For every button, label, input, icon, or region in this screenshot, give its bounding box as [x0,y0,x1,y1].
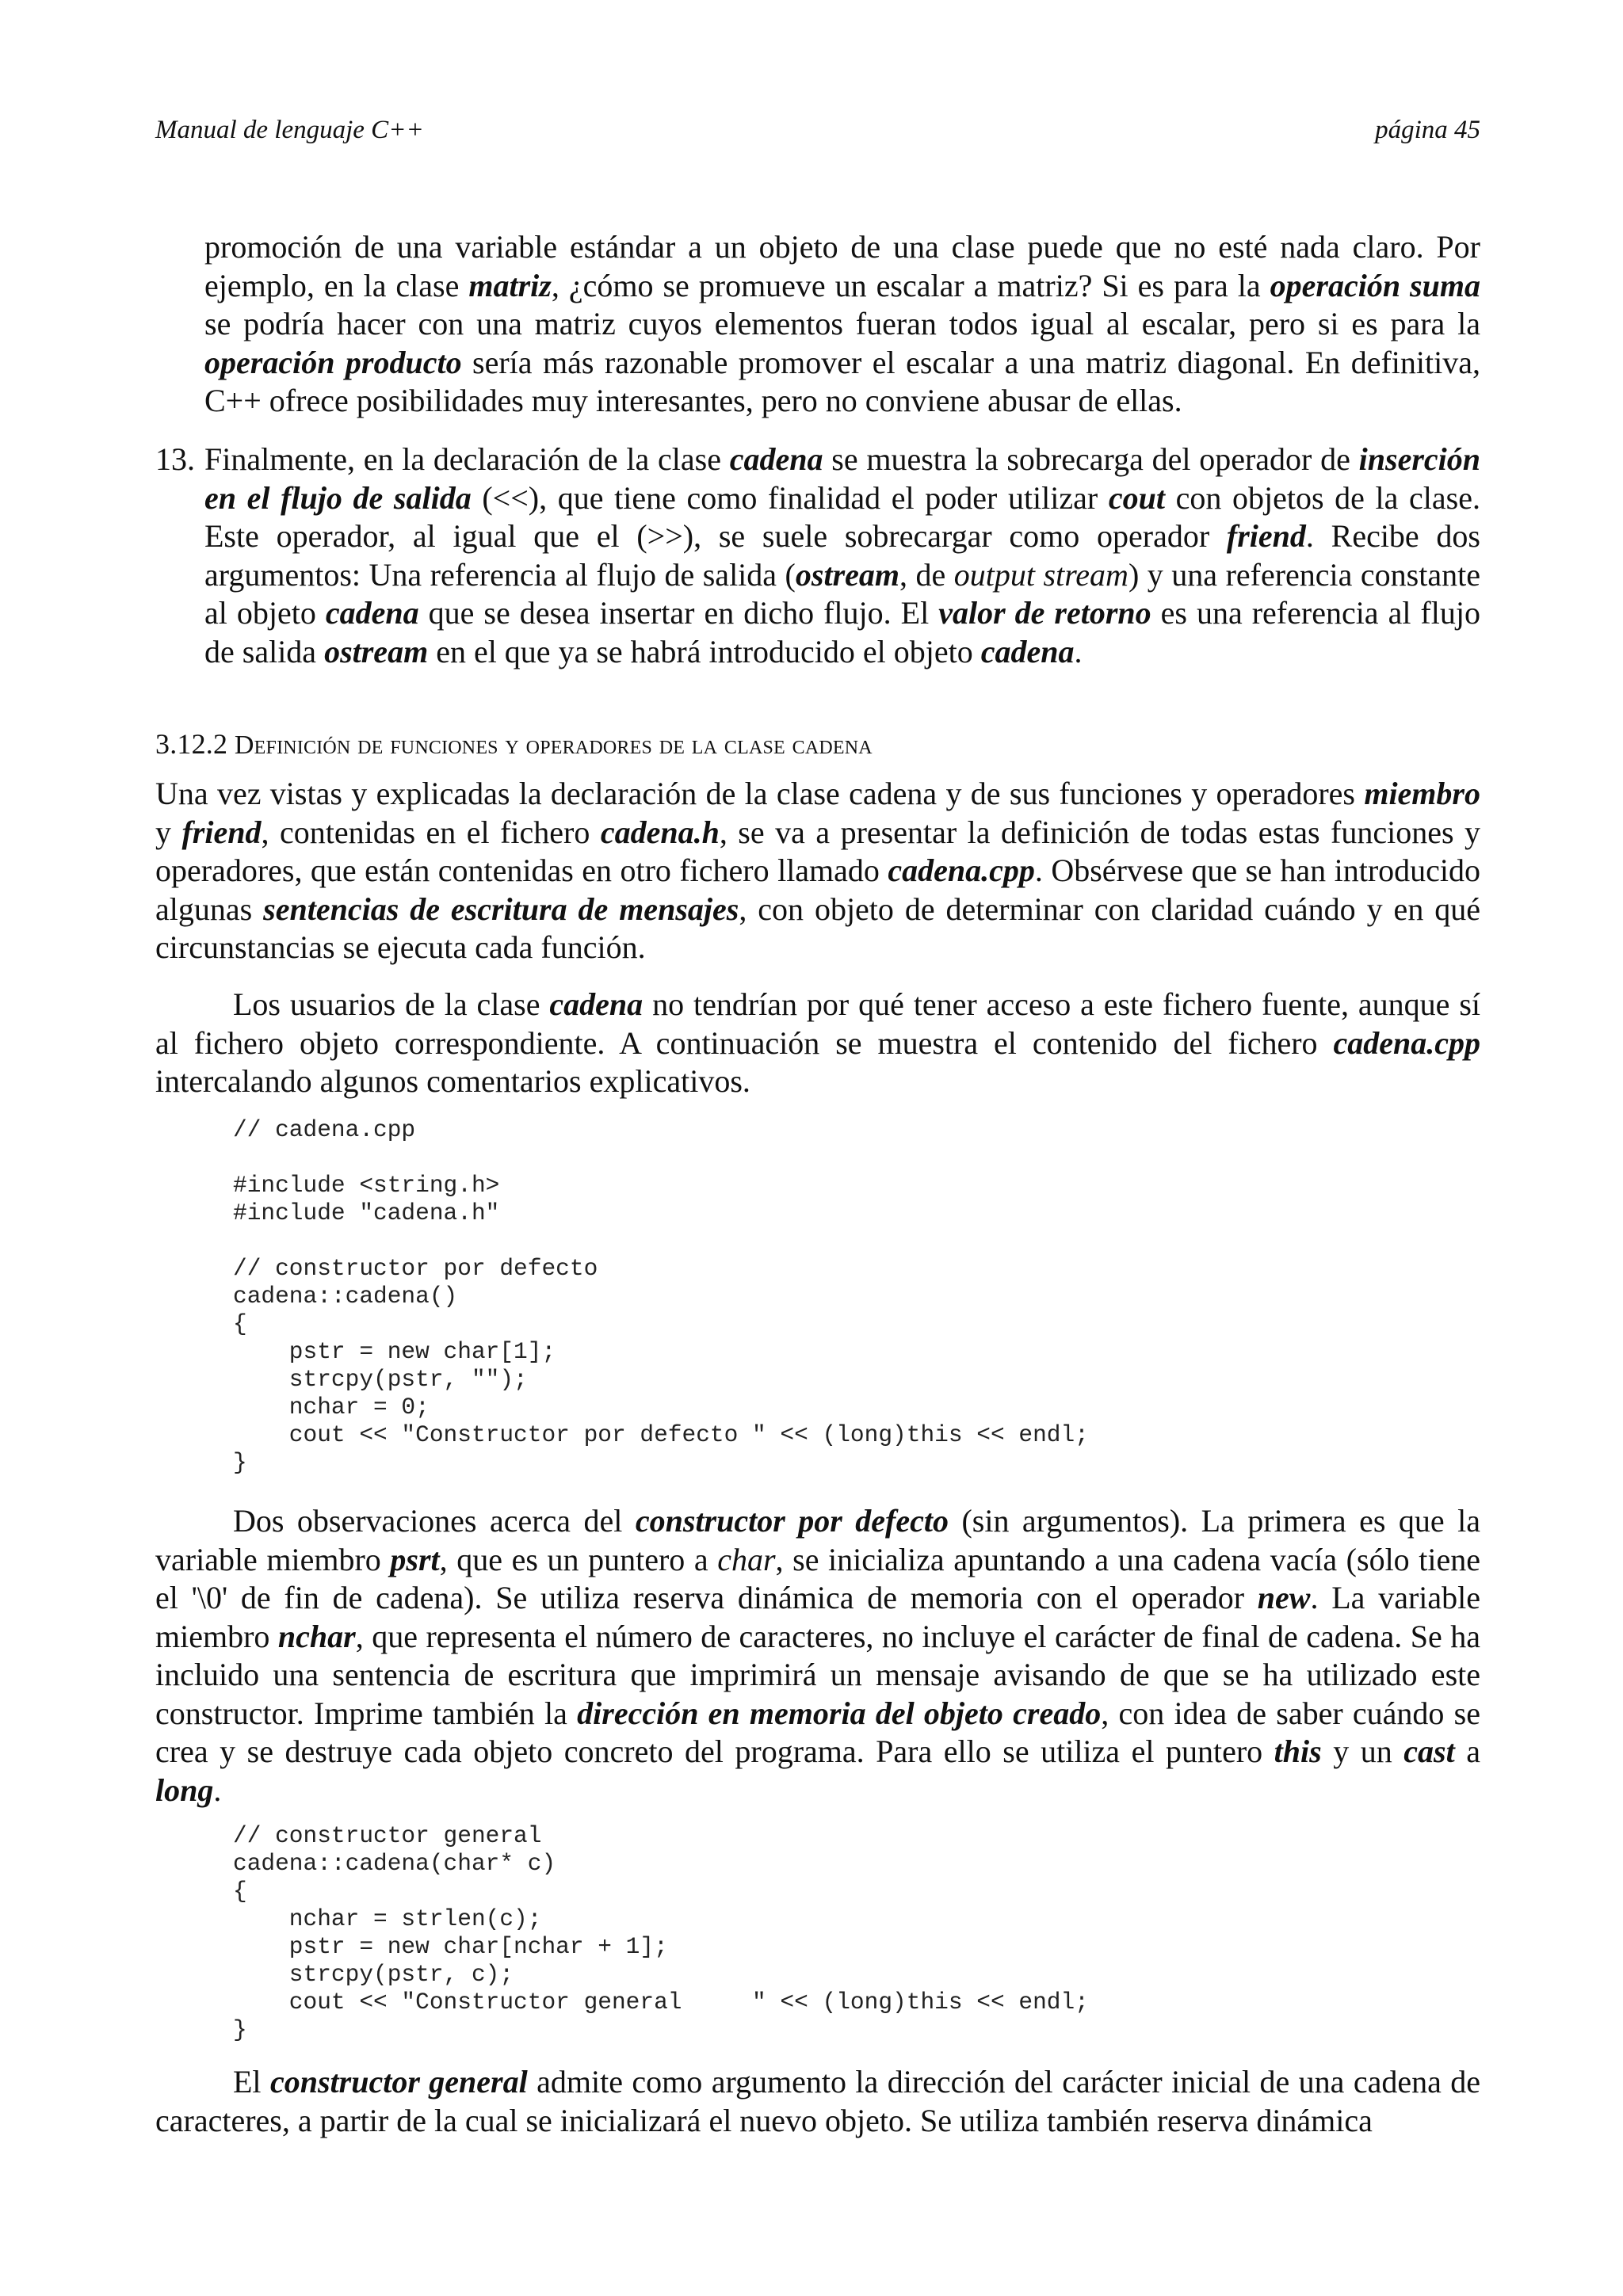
text-run: Una vez vistas y explicadas la declaración de la clase cadena y de sus funciones y operadores [155,776,1365,811]
list-item-13 [155,441,1480,671]
text-run: (sin argumentos). La primera es que la variable miembro [155,1503,1480,1577]
text-run: sería más razonable promover el escalar a una matriz diagonal. En definitiva, C++ ofrece posibilidades muy interesantes, pero no conviene abusar de ellas. [204,344,1480,418]
section-title: Definición de funciones y operadores de la clase cadena [234,730,873,760]
emphasis: cadena [729,441,823,477]
text-run: , se inicializa apuntando a una cadena vacía (sólo tiene el '\0' de fin de cadena). Se utiliza reserva dinámica de memoria con el operador [155,1541,1481,1615]
text-run: , que representa el número de caracteres, no incluye el carácter de final de cadena. Se ha incluido una sentencia de escritura que imprimirá un mensaje avisando de que se ha utilizado este constructor. Imprime también la [155,1618,1480,1731]
text-run: no tendrían por qué tener acceso a este fichero fuente, aunque sí al fichero objeto correspondiente. A continuación se muestra el contenido del fichero [155,986,1480,1061]
text-run: es una referencia al flujo de salida [204,595,1480,669]
text-run: . Obsérvese que se han introducido algunas [155,852,1481,927]
italic-text: output stream [953,556,1128,593]
emphasis: friend [181,814,262,850]
text-run: Dos observaciones acerca del [233,1503,636,1539]
text-run: promoción de una variable estándar a un objeto de una clase puede que no esté nada claro. Por ejemplo, en la clase [204,229,1480,303]
text-run: ) y una referencia constante al objeto [204,556,1480,631]
text-run: . [1074,633,1083,669]
emphasis: cadena [549,986,643,1022]
text-run: se podría hacer con una matriz cuyos elementos fueran todos igual al escalar, pero si es para la [204,306,1480,341]
emphasis: psrt [390,1541,440,1577]
emphasis: long [155,1772,214,1808]
emphasis: cadena [980,633,1075,669]
emphasis: cadena.cpp [1333,1024,1480,1061]
text-run: (<<), que tiene como finalidad el poder utilizar [471,479,1109,516]
text-run: . Recibe dos argumentos: Una referencia al flujo de salida ( [204,518,1480,593]
emphasis: cout [1108,479,1165,516]
code-listing: // cadena.cpp #include <string.h> #include "cadena.h" // constructor por defecto cadena::cadena() { pstr = new char[1]; strcpy(pstr, ""); nchar = 0; cout << "Constructor por defecto " << (long)this << endl; } [233,1116,1089,1476]
text-run: , con objeto de determinar con claridad cuándo y en qué circunstancias se ejecuta cada función. [155,891,1481,965]
section-number: 3.12.2 [155,728,228,760]
text-run: , contenidas en el fichero [261,814,601,850]
emphasis: operación suma [1270,267,1480,303]
emphasis: ostream [795,556,900,593]
emphasis: constructor general [269,2064,528,2100]
emphasis: new [1257,1580,1311,1615]
text-run: Finalmente, en la declaración de la clase [204,441,730,477]
emphasis: dirección en memoria del objeto creado [577,1695,1102,1731]
emphasis: cadena.h [600,814,720,850]
text-run: , ¿cómo se promueve un escalar a matriz? Si es para la [551,267,1270,303]
paragraph [155,2063,1480,2140]
header-page-number: página 45 [1375,116,1480,144]
emphasis: cadena.cpp [888,852,1035,888]
text-run: en el que ya se habrá introducido el objeto [428,633,981,669]
text-run: , de [899,556,954,593]
text-run: y [155,814,182,850]
italic-text: char [717,1541,776,1577]
text-run: , que es un puntero a [439,1541,718,1577]
text-run: Los usuarios de la clase [233,986,550,1022]
section-heading [155,727,1480,761]
text-run: . La variable miembro [155,1580,1480,1654]
text-run: . [213,1772,222,1808]
text-run: a [1454,1733,1480,1769]
emphasis: this [1274,1733,1322,1769]
emphasis: sentencias de escritura de mensajes [263,891,739,927]
text-run: , se va a presentar la definición de todas estas funciones y operadores, que están contenidas en otro fichero llamado [155,814,1481,888]
emphasis: nchar [277,1618,356,1654]
header-title: Manual de lenguaje C++ [155,116,424,144]
text-run: y un [1321,1733,1404,1769]
paragraph [155,775,1480,967]
text-run: que se desea insertar en dicho flujo. El [418,595,939,631]
emphasis: valor de retorno [938,595,1151,631]
emphasis: cadena [325,595,419,631]
paragraph [155,1502,1480,1810]
text-run: se muestra la sobrecarga del operador de [823,441,1359,477]
code-listing: // constructor general cadena::cadena(char* c) { nchar = strlen(c); pstr = new char[nchar + 1]; strcpy(pstr, c); cout << "Constructor general " << (long)this << endl; } [233,1822,1089,2043]
list-item-number: 13. [155,441,195,477]
emphasis: inserción en el flujo de salida [204,441,1480,516]
emphasis: friend [1226,518,1306,554]
text-run: , con idea de saber cuándo se crea y se destruye cada objeto concreto del programa. Para ello se utiliza el puntero [155,1695,1480,1769]
item-12-continuation [204,228,1480,421]
emphasis: ostream [324,633,429,669]
emphasis: operación producto [204,344,462,380]
text-run: El [233,2064,270,2100]
emphasis: miembro [1364,776,1480,811]
text-run: admite como argumento la dirección del carácter inicial de una cadena de caracteres, a partir de la cual se inicializará el nuevo objeto. Se utiliza también reserva dinámica [155,2064,1481,2138]
emphasis: constructor por defecto [635,1503,949,1539]
emphasis: matriz [468,267,552,303]
emphasis: cast [1403,1733,1455,1769]
paragraph [155,986,1480,1101]
text-run: con objetos de la clase. Este operador, al igual que el (>>), se suele sobrecargar como operador [204,479,1480,554]
text-run: intercalando algunos comentarios explicativos. [155,1063,750,1099]
